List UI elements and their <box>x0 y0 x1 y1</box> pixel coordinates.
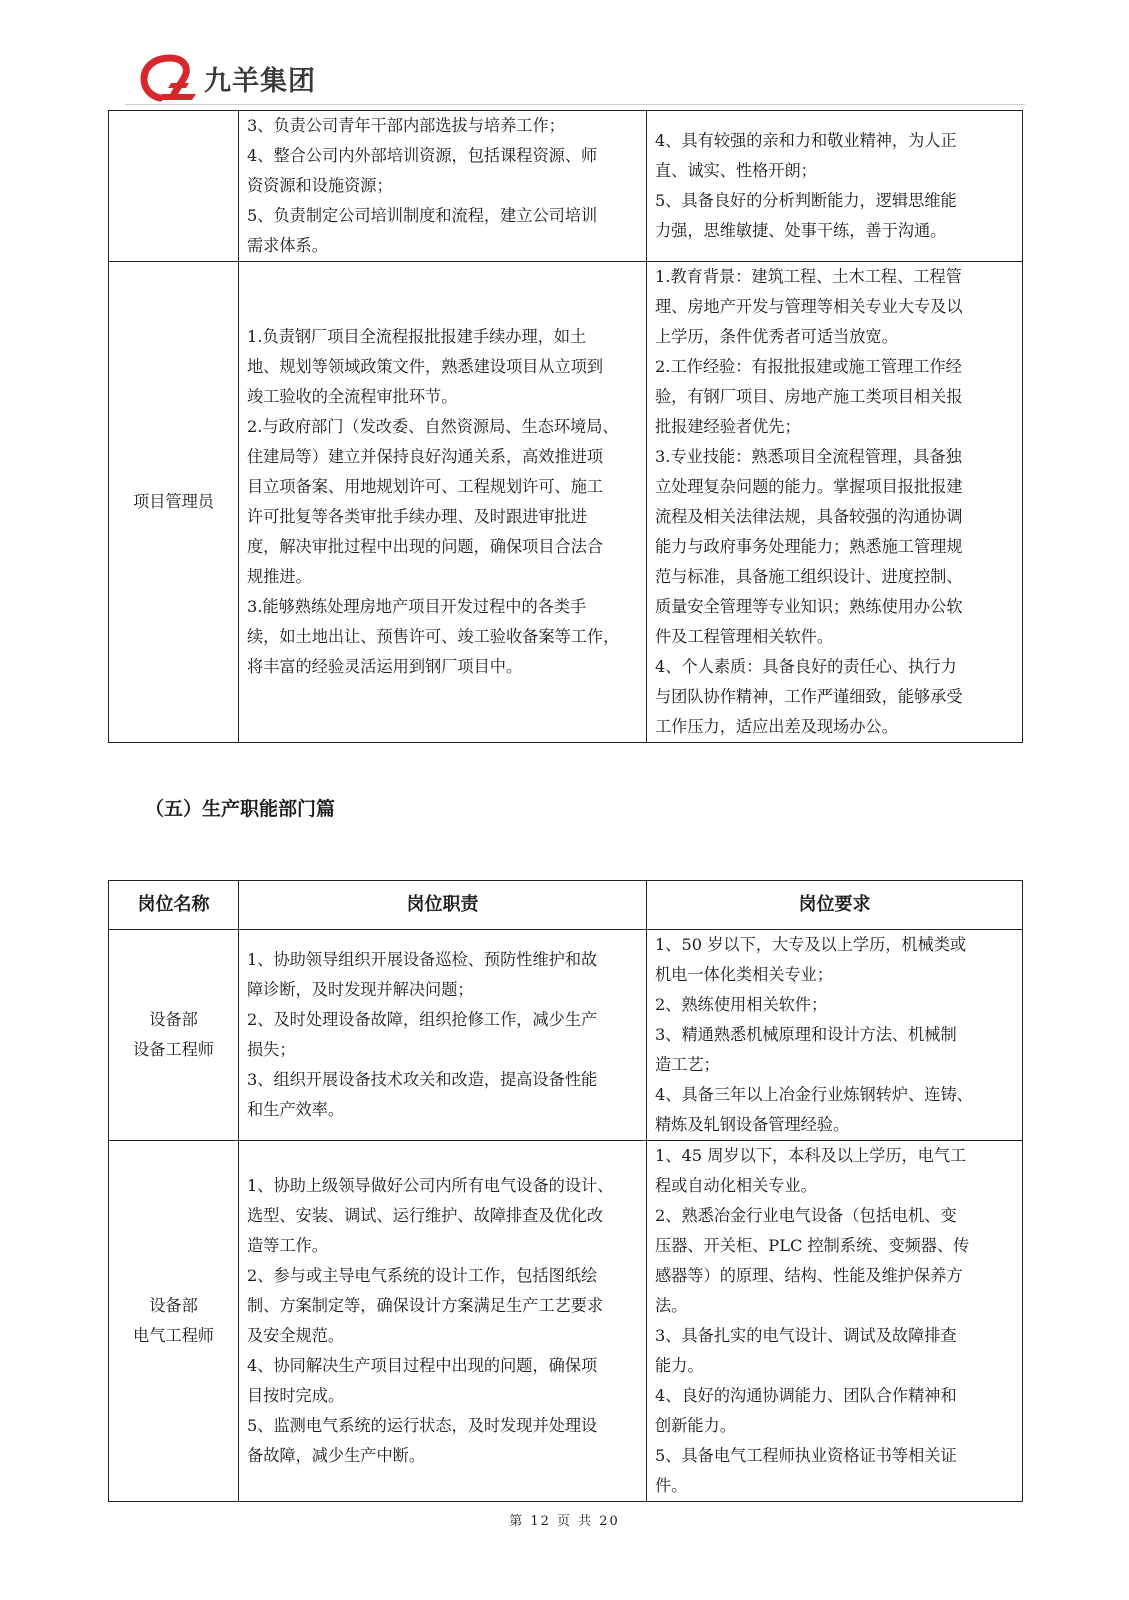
cell-text-line: 规推进。 <box>247 567 312 586</box>
cell-text-line: 5、负责制定公司培训制度和流程，建立公司培训 <box>247 206 598 225</box>
cell-text-line: 压器、开关柜、PLC 控制系统、变频器、传 <box>655 1236 970 1255</box>
cell-text-line: 上学历，条件优秀者可适当放宽。 <box>655 327 898 346</box>
cell-text-line: 2、及时处理设备故障，组织抢修工作，减少生产 <box>247 1010 598 1029</box>
cell-text-line: 精炼及轧钢设备管理经验。 <box>655 1115 850 1134</box>
cell-text-line: 2、熟悉冶金行业电气设备（包括电机、变 <box>655 1206 957 1225</box>
cell-text-line: 4、具有较强的亲和力和敬业精神，为人正 <box>655 131 957 150</box>
cell-text-line: 法。 <box>655 1296 688 1315</box>
cell-text-line: 流程及相关法律法规，具备较强的沟通协调 <box>655 507 963 526</box>
column-header-duties: 岗位职责 <box>239 881 647 930</box>
cell-text-line: 4、整合公司内外部培训资源，包括课程资源、师 <box>247 146 598 165</box>
company-name: 九羊集团 <box>204 65 316 97</box>
page-number: 第 12 页 共 20 <box>509 1514 620 1529</box>
cell-text-line: 造工艺； <box>655 1055 720 1074</box>
cell-text-line: 选型、安装、调试、运行维护、故障排查及优化改 <box>247 1206 604 1225</box>
cell-text-line: 4、具备三年以上冶金行业炼钢转炉、连铸、 <box>655 1085 973 1104</box>
position-name-cell <box>109 111 239 262</box>
cell-text-line: 备故障，减少生产中断。 <box>247 1446 426 1465</box>
table-row <box>109 262 1023 743</box>
column-header-requirements: 岗位要求 <box>647 881 1023 930</box>
cell-text-line: 制、方案制定等，确保设计方案满足生产工艺要求 <box>247 1296 604 1315</box>
cell-text-line: 5、监测电气系统的运行状态，及时发现并处理设 <box>247 1416 598 1435</box>
cell-text-line: 5、具备良好的分析判断能力，逻辑思维能 <box>655 191 957 210</box>
duties-cell <box>239 930 647 1141</box>
cell-text-line: 立处理复杂问题的能力。掌握项目报批报建 <box>655 477 963 496</box>
cell-text-line: 感器等）的原理、结构、性能及维护保养方 <box>655 1266 963 1285</box>
cell-text-line: 障诊断，及时发现并解决问题； <box>247 980 474 999</box>
cell-text-line: 与团队协作精神，工作严谨细致，能够承受 <box>655 687 963 706</box>
cell-text-line: 1、45 周岁以下，本科及以上学历，电气工 <box>655 1146 967 1165</box>
cell-text-line: 目立项备案、用地规划许可、工程规划许可、施工 <box>247 477 604 496</box>
cell-text-line: 1、协助领导组织开展设备巡检、预防性维护和故 <box>247 950 598 969</box>
cell-text-line: 住建局等）建立并保持良好沟通关系，高效推进项 <box>247 447 604 466</box>
cell-text-line: 及安全规范。 <box>247 1326 345 1345</box>
cell-text-line: 1.教育背景：建筑工程、土木工程、工程管 <box>655 267 962 286</box>
column-header-position: 岗位名称 <box>109 881 239 930</box>
cell-text-line: 目按时完成。 <box>247 1386 345 1405</box>
cell-text-line: 设备部 <box>149 1010 198 1029</box>
section-heading: （五）生产职能部门篇 <box>145 798 336 820</box>
cell-text-line: 地、规划等领域政策文件，熟悉建设项目从立项到 <box>247 357 604 376</box>
cell-text-line: 4、协同解决生产项目过程中出现的问题，确保项 <box>247 1356 598 1375</box>
header-divider <box>125 104 1025 105</box>
cell-text-line: 造等工作。 <box>247 1236 328 1255</box>
cell-text-line: 程或自动化相关专业。 <box>655 1176 817 1195</box>
requirements-cell <box>647 930 1023 1141</box>
cell-text-line: 件。 <box>655 1476 688 1495</box>
cell-text-line: 资资源和设施资源； <box>247 176 393 195</box>
cell-text-line: 机电一体化类相关专业； <box>655 965 834 984</box>
table-row <box>109 1141 1023 1502</box>
cell-text-line: 和生产效率。 <box>247 1100 345 1119</box>
table-row <box>109 930 1023 1141</box>
cell-text-line: 需求体系。 <box>247 236 328 255</box>
cell-text-line: 能力。 <box>655 1356 704 1375</box>
cell-text-line: 件及工程管理相关软件。 <box>655 627 834 646</box>
table-header-row <box>109 881 1023 930</box>
position-name-cell: 项目管理员 <box>109 262 239 743</box>
cell-text-line: 设备部 <box>149 1296 198 1315</box>
requirements-cell <box>647 1141 1023 1502</box>
page-header <box>140 52 316 104</box>
cell-text-line: 损失； <box>247 1040 296 1059</box>
table-row <box>109 111 1023 262</box>
cell-text-line: 能力与政府事务处理能力；熟悉施工管理规 <box>655 537 963 556</box>
cell-text-line: 理、房地产开发与管理等相关专业大专及以 <box>655 297 963 316</box>
cell-text-line: 2、参与或主导电气系统的设计工作，包括图纸绘 <box>247 1266 598 1285</box>
cell-text-line: 1.负责钢厂项目全流程报批报建手续办理，如土 <box>247 327 587 346</box>
job-table-continued <box>108 110 1023 743</box>
jiuyang-logo-icon <box>140 52 200 104</box>
requirements-cell <box>647 111 1023 262</box>
cell-text-line: 验，有钢厂项目、房地产施工类项目相关报 <box>655 387 963 406</box>
cell-text-line: 1、协助上级领导做好公司内所有电气设备的设计、 <box>247 1176 614 1195</box>
duties-cell <box>239 111 647 262</box>
production-job-table <box>108 880 1023 1502</box>
cell-text-line: 2.与政府部门（发改委、自然资源局、生态环境局、 <box>247 417 619 436</box>
cell-text-line: 3、组织开展设备技术攻关和改造，提高设备性能 <box>247 1070 598 1089</box>
duties-cell <box>239 262 647 743</box>
cell-text-line: 3、负责公司青年干部内部选拔与培养工作； <box>247 116 565 135</box>
position-name-cell <box>109 930 239 1141</box>
cell-text-line: 竣工验收的全流程审批环节。 <box>247 387 458 406</box>
duties-cell <box>239 1141 647 1502</box>
cell-text-line: 1、50 岁以下，大专及以上学历，机械类或 <box>655 935 967 954</box>
cell-text-line: 2、熟练使用相关软件； <box>655 995 828 1014</box>
cell-text-line: 质量安全管理等专业知识；熟练使用办公软 <box>655 597 963 616</box>
cell-text-line: 设备工程师 <box>133 1040 214 1059</box>
cell-text-line: 批报建经验者优先； <box>655 417 801 436</box>
cell-text-line: 直、诚实、性格开朗； <box>655 161 817 180</box>
position-name-cell <box>109 1141 239 1502</box>
cell-text-line: 度，解决审批过程中出现的问题，确保项目合法合 <box>247 537 604 556</box>
cell-text-line: 4、良好的沟通协调能力、团队合作精神和 <box>655 1386 957 1405</box>
cell-text-line: 5、具备电气工程师执业资格证书等相关证 <box>655 1446 957 1465</box>
cell-text-line: 3、具备扎实的电气设计、调试及故障排查 <box>655 1326 957 1345</box>
cell-text-line: 3.专业技能：熟悉项目全流程管理，具备独 <box>655 447 962 466</box>
cell-text-line: 将丰富的经验灵活运用到钢厂项目中。 <box>247 657 523 676</box>
cell-text-line: 力强，思维敏捷、处事干练，善于沟通。 <box>655 221 947 240</box>
cell-text-line: 3.能够熟练处理房地产项目开发过程中的各类手 <box>247 597 587 616</box>
cell-text-line: 2.工作经验：有报批报建或施工管理工作经 <box>655 357 962 376</box>
cell-text-line: 4、个人素质：具备良好的责任心、执行力 <box>655 657 957 676</box>
requirements-cell <box>647 262 1023 743</box>
cell-text-line: 范与标准，具备施工组织设计、进度控制、 <box>655 567 963 586</box>
cell-text-line: 许可批复等各类审批手续办理、及时跟进审批进 <box>247 507 587 526</box>
cell-text-line: 工作压力，适应出差及现场办公。 <box>655 717 898 736</box>
cell-text-line: 续，如土地出让、预售许可、竣工验收备案等工作， <box>247 627 620 646</box>
cell-text-line: 电气工程师 <box>133 1326 214 1345</box>
cell-text-line: 3、精通熟悉机械原理和设计方法、机械制 <box>655 1025 957 1044</box>
cell-text-line: 创新能力。 <box>655 1416 736 1435</box>
